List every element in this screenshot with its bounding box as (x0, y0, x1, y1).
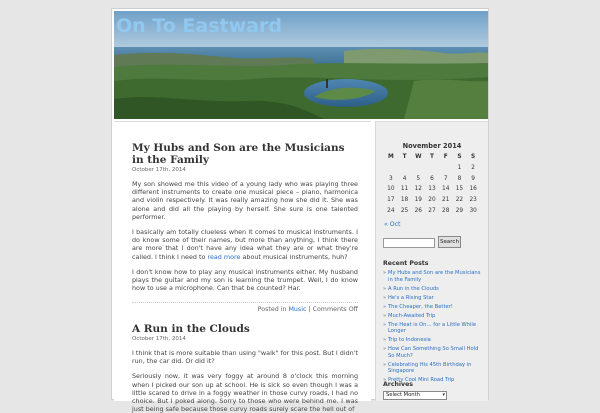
calendar-day (425, 165, 439, 171)
recent-posts-list (383, 270, 483, 384)
calendar-weekday: M (387, 154, 394, 160)
post-text: I basically am totally clueless when it comes to musical instruments. I do know some of their names, but more than anything, I think there are more that I don't have any idea what they are or what they're called. I think I need to (132, 228, 358, 261)
calendar-day (398, 165, 412, 171)
calendar-weekday: S (471, 154, 476, 160)
calendar-day: 5 (416, 175, 421, 182)
calendar (384, 142, 480, 228)
calendar-weekday: T (430, 154, 434, 160)
calendar-day: 7 (443, 175, 448, 182)
calendar-day: 25 (400, 207, 409, 214)
calendar-caption: November 2014 (402, 142, 462, 150)
blog-title[interactable]: On To Eastward (116, 15, 282, 37)
calendar-day: 4 (402, 175, 407, 182)
recent-post-link[interactable]: » The Heat is On… for a Little While Longer (383, 322, 483, 335)
post-paragraph (132, 228, 358, 261)
post-paragraph: I don't know how to play any musical instruments either. My husband plays the guitar and my son is learning the trumpet. Well, I do know how to use a microphone. Can that be counted? Har. (132, 267, 358, 293)
calendar-day: 13 (428, 186, 436, 193)
comments-status: Comments Off (312, 306, 358, 314)
calendar-day: 28 (442, 207, 450, 214)
calendar-day: 21 (442, 197, 450, 204)
calendar-day: 16 (469, 186, 477, 193)
calendar-day: 6 (430, 175, 434, 182)
post-title[interactable]: A Run in the Clouds (132, 323, 250, 335)
post-date: October 17th, 2014 (132, 167, 186, 173)
recent-posts-heading: Recent Posts (383, 260, 429, 267)
recent-post-link[interactable]: » A Run in the Clouds (383, 286, 483, 293)
calendar-day: 26 (414, 207, 422, 214)
read-more-link[interactable]: read more (207, 252, 241, 261)
calendar-day: 30 (469, 207, 477, 214)
calendar-weekday: T (402, 154, 407, 160)
archives (383, 381, 483, 400)
calendar-day: 23 (469, 197, 477, 204)
calendar-day (384, 165, 398, 171)
post-paragraph: Seriously now, it was very foggy at around 8 o'clock this morning when I picked our son up at school. He is sick so even though I was a little scared to drive in a foggy weather in those curvy roads, I had no choice. But I poked along. Sorry to those who were behind me. I was just being safe because those curvy roads surely scare the hell out of (132, 372, 358, 413)
calendar-weekday: S (457, 154, 462, 160)
calendar-day: 8 (457, 175, 462, 182)
calendar-day (439, 165, 453, 171)
recent-post-link[interactable]: » How Can Something So Small Hold So Much? (383, 346, 483, 359)
post-paragraph: I think that is more suitable than using "walk" for this post. But I didn't run, the car did. Or did it? (132, 349, 358, 366)
calendar-day: 18 (400, 197, 409, 204)
main-content (114, 121, 371, 413)
calendar-day: 27 (428, 207, 436, 214)
post-date: October 17th, 2014 (132, 336, 186, 342)
recent-post-link[interactable]: » The Cheaper, the Better! (383, 304, 483, 311)
post-meta: Posted in Music | Comments Off (132, 302, 358, 313)
calendar-day: 15 (455, 186, 464, 193)
calendar-day: 24 (387, 207, 395, 214)
search-input[interactable] (383, 238, 435, 248)
post-paragraph: My son showed me this video of a young lady who was playing three different instruments to create one musical piece – piano, harmonica and violin respectively. It was really amazing how she did it. She was alone and did all the playing by herself. She sure is one talented performer. (132, 180, 358, 221)
recent-post-link[interactable]: » My Hubs and Son are the Musicians in the Family (383, 270, 483, 283)
calendar-day: 2 (471, 164, 475, 171)
recent-post-link[interactable]: » Trip to Indonesia (383, 337, 483, 344)
category-link[interactable]: Music (288, 306, 307, 314)
calendar-prev-link[interactable]: « Oct (384, 220, 401, 228)
post (132, 323, 358, 413)
calendar-day: 17 (387, 197, 395, 204)
page-wrapper (111, 8, 489, 413)
header (114, 11, 488, 119)
post-text: about musical instruments, huh? (242, 252, 348, 261)
calendar-day: 19 (414, 197, 422, 204)
calendar-weekday: F (443, 154, 448, 160)
calendar-day: 11 (400, 186, 409, 193)
calendar-day: 14 (442, 186, 450, 193)
calendar-day: 29 (455, 207, 464, 214)
recent-post-link[interactable]: » Celebrating His 45th Birthday in Singapore (383, 362, 483, 375)
recent-post-link[interactable]: » He's a Rising Star (383, 295, 483, 302)
sidebar (375, 121, 488, 401)
recent-post-link[interactable]: » Much-Awaited Trip (383, 313, 483, 320)
recent-posts (383, 260, 483, 386)
archive-month-select[interactable]: Select Month ▾ (383, 391, 447, 400)
calendar-grid (384, 154, 480, 214)
chevron-down-icon: ▾ (442, 392, 445, 398)
search-button[interactable]: Search (438, 236, 461, 248)
calendar-day: 9 (471, 175, 475, 182)
calendar-day: 22 (455, 197, 464, 204)
archives-heading: Archives (383, 381, 413, 388)
calendar-weekday: W (415, 154, 422, 160)
calendar-day: 3 (389, 175, 393, 182)
recent-post-link[interactable]: » Pretty Cool Mini Road Trip (383, 377, 483, 384)
calendar-day: 10 (387, 186, 395, 193)
post (132, 142, 358, 313)
calendar-day: 20 (428, 197, 436, 204)
calendar-day: 1 (457, 164, 462, 171)
calendar-day: 12 (414, 186, 422, 193)
post-title[interactable]: My Hubs and Son are the Musicians in the Family (132, 142, 345, 166)
calendar-day (411, 165, 425, 171)
